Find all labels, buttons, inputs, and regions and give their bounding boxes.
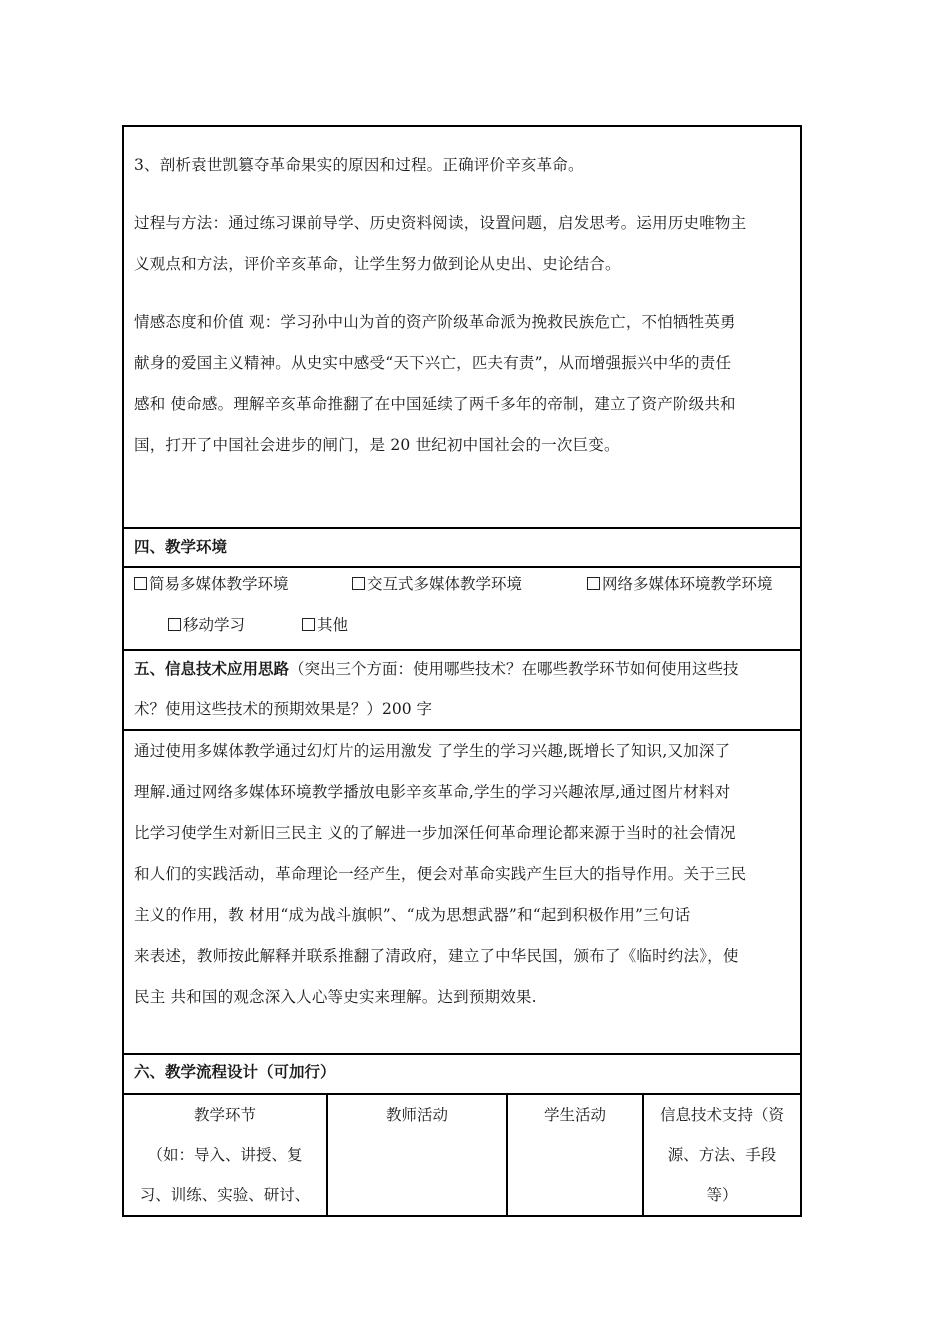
lesson-plan-table <box>122 125 802 1217</box>
emotion-attitude-line-4: 国，打开了中国社会进步的闸门，是 20 世纪初中国社会的一次巨变。 <box>134 436 620 454</box>
column-stage <box>124 1095 326 1215</box>
checkbox-icon[interactable] <box>587 577 600 590</box>
objectives-section <box>124 145 800 466</box>
column-it-support <box>644 1095 800 1215</box>
environment-options <box>124 568 800 650</box>
it-approach-line-4: 和人们的实践活动，革命理论一经产生，便会对革命实践产生巨大的指导作用。关于三民 <box>134 865 747 883</box>
it-approach-heading-row <box>124 649 800 729</box>
column-it-line-3: 等） <box>706 1186 738 1204</box>
column-stage-line-1: 教学环节 <box>193 1106 256 1124</box>
column-student-activity <box>508 1095 642 1215</box>
it-approach-body <box>124 731 800 1018</box>
option-other[interactable]: 其他 <box>302 613 348 635</box>
column-stage-line-2: （如：导入、讲授、复 <box>147 1146 303 1164</box>
checkbox-icon[interactable] <box>134 577 147 590</box>
emotion-attitude-line-3: 感和 使命感。理解辛亥革命推翻了在中国延续了两千多年的帝制，建立了资产阶级共和 <box>134 395 736 413</box>
it-approach-heading: 五、信息技术应用思路（突出三个方面：使用哪些技术？在哪些教学环节如何使用这些技 <box>134 659 739 678</box>
option-simple-multimedia[interactable]: 简易多媒体教学环境 <box>134 572 289 594</box>
flow-heading-row <box>124 1053 800 1093</box>
emotion-attitude-line-2: 献身的爱国主义精神。从史实中感受“天下兴亡，匹夫有责”，从而增强振兴中华的责任 <box>134 354 732 372</box>
emotion-attitude-line-1: 情感态度和价值 观：学习孙中山为首的资产阶级革命派为挽救民族危亡，不怕牺牲英勇 <box>134 313 736 331</box>
column-stage-line-3: 习、训练、实验、研讨、 <box>139 1186 311 1204</box>
it-approach-line-2: 理解.通过网络多媒体环境教学播放电影辛亥革命,学生的学习兴趣浓厚,通过图片材料对 <box>134 783 731 801</box>
column-student-label: 学生活动 <box>543 1106 606 1124</box>
option-mobile-learning[interactable]: 移动学习 <box>168 613 245 635</box>
it-approach-line-7: 民主 共和国的观念深入人心等史实来理解。达到预期效果. <box>134 988 537 1006</box>
environment-heading: 四、教学环境 <box>134 537 228 556</box>
it-approach-line-6: 来表述，教师按此解释并联系推翻了清政府，建立了中华民国，颁布了《临时约法》，使 <box>134 947 739 965</box>
option-interactive-multimedia[interactable]: 交互式多媒体教学环境 <box>352 572 522 594</box>
flow-table-header <box>124 1095 800 1215</box>
environment-heading-row <box>124 528 800 566</box>
checkbox-icon[interactable] <box>302 618 315 631</box>
option-network-multimedia[interactable]: 网络多媒体环境教学环境 <box>587 572 773 594</box>
flow-heading: 六、教学流程设计（可加行） <box>134 1062 336 1081</box>
column-teacher-activity <box>328 1095 506 1215</box>
checkbox-icon[interactable] <box>168 618 181 631</box>
it-approach-heading-line-2: 术？使用这些技术的预期效果是？）200 字 <box>134 700 433 718</box>
it-approach-line-1: 通过使用多媒体教学通过幻灯片的运用激发 了学生的学习兴趣,既增长了知识,又加深了 <box>134 742 731 760</box>
process-method-line-2: 义观点和方法，评价辛亥革命，让学生努力做到论从史出、史论结合。 <box>134 255 621 273</box>
objective-item-3: 3、剖析袁世凯篡夺革命果实的原因和过程。正确评价辛亥革命。 <box>134 156 584 174</box>
column-it-line-2: 源、方法、手段 <box>667 1146 777 1164</box>
it-approach-line-3: 比学习使学生对新旧三民主 义的了解进一步加深任何革命理论都来源于当时的社会情况 <box>134 824 736 842</box>
it-approach-line-5: 主义的作用，教 材用“成为战斗旗帜”、“成为思想武器”和“起到积极作用”三句话 <box>134 906 691 924</box>
column-teacher-label: 教师活动 <box>385 1106 448 1124</box>
checkbox-icon[interactable] <box>352 577 365 590</box>
column-it-line-1: 信息技术支持（资 <box>659 1106 784 1124</box>
process-method-line-1: 过程与方法：通过练习课前导学、历史资料阅读，设置问题，启发思考。运用历史唯物主 <box>134 214 747 232</box>
